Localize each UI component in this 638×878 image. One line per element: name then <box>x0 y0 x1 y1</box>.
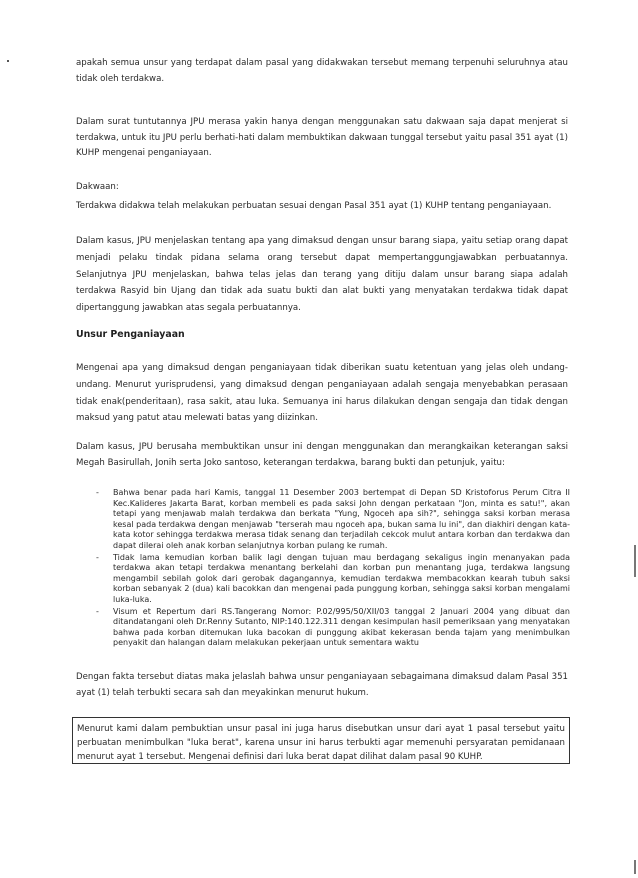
bullet-dash: - <box>96 488 99 497</box>
dakwaan-label: Dakwaan: <box>76 182 119 192</box>
paragraph-pembuktian: Dalam kasus, JPU berusaha membuktikan unsur ini dengan menggunakan dan merangkaikan keterangan saksi Megah Basirullah, Jonih serta Joko santoso, keterangan terdakwa, barang bukti dan petunjuk, yaitu: <box>76 442 568 468</box>
scan-speck <box>7 60 9 62</box>
evidence-list <box>96 488 570 650</box>
section-heading: Unsur Penganiayaan <box>76 329 185 340</box>
bullet-dash: - <box>96 606 99 616</box>
paragraph-barang-siapa: Dalam kasus, JPU menjelaskan tentang apa yang dimaksud dengan unsur barang siapa, yaitu setiap orang dapat menjadi pelaku tindak pidana selama orang tersebut dapat mempertanggungjawabkan perbuatannya. Selanjutnya JPU menjelaskan, bahwa telas jelas dan terang yang ditiju dalam unsur barang siapa adalah terdakwa Rasyid bin Ujang dan tidak ada suatu bukti dan alat bukti yang menyatakan terdakwa tidak dapat dipertanggung jawabkan atas segala perbuatannya. <box>76 236 568 314</box>
list-item-text: Tidak lama kemudian korban balik lagi dengan tujuan mau berdagang sekaligus ingin menanyakan pada terdakwa akan tetapi terdakwa menantang berkelahi dan korban pun menantang juga, terdakwa langsung mengambil sebilah golok dari gerobak dagangannya, kemudian terdakwa membacokkan kearah tubuh saksi korban sebanyak 2 (dua) kali bacokkan dan mengenai pada punggung korban, sehingga saksi korban mengalami luka-luka. <box>113 552 570 604</box>
dakwaan-text: Terdakwa didakwa telah melakukan perbuatan sesuai dengan Pasal 351 ayat (1) KUHP tentang penganiayaan. <box>76 201 552 211</box>
scan-edge-mark <box>634 545 636 577</box>
commentary-box: Menurut kami dalam pembuktian unsur pasal ini juga harus disebutkan unsur dari ayat 1 pasal tersebut yaitu perbuatan menimbulkan "luka berat", karena unsur ini harus terbukti agar memenuhi persyaratan pemidanaan menurut ayat 1 tersebut. Mengenai definisi dari luka berat dapat dilihat dalam pasal 90 KUHP. <box>72 717 570 764</box>
list-item <box>96 607 570 649</box>
paragraph-penganiayaan-definition: Mengenai apa yang dimaksud dengan penganiayaan tidak diberikan suatu ketentuan yang jelas oleh undang-undang. Menurut yurisprudensi, yang dimaksud dengan penganiayaan adalah sengaja menyebabkan perasaan tidak enak(penderitaan), rasa sakit, atau luka. Semuanya ini harus dilakukan dengan sengaja dan tidak dengan maksud yang patut atau melewati batas yang diizinkan. <box>76 363 568 424</box>
paragraph-conclusion: Dengan fakta tersebut diatas maka jelaslah bahwa unsur penganiayaan sebagaimana dimaksud dalam Pasal 351 ayat (1) telah terbukti secara sah dan meyakinkan menurut hukum. <box>76 672 568 698</box>
paragraph-tuntutan: Dalam surat tuntutannya JPU merasa yakin hanya dengan menggunakan satu dakwaan saja dapat menjerat si terdakwa, untuk itu JPU perlu berhati-hati dalam membuktikan dakwaan tunggal tersebut yaitu pasal 351 ayat (1) KUHP mengenai penganiayaan. <box>76 117 568 158</box>
scan-edge-mark <box>634 860 636 874</box>
list-item-text: Visum et Repertum dari RS.Tangerang Nomor: P.02/995/50/XII/03 tanggal 2 Januari 2004 yang dibuat dan ditandatangani oleh Dr.Renny Sutanto, NIP:140.122.311 dengan kesimpulan hasil pemeriksaan yang menyatakan bahwa pada korban ditemukan luka bacokan di punggung akibat kekerasan benda tajam yang menimbulkan penyakit dan halangan dalam melakukan pekerjaan untuk sementara waktu <box>113 606 570 648</box>
list-item <box>96 553 570 606</box>
paragraph-intro: apakah semua unsur yang terdapat dalam pasal yang didakwakan tersebut memang terpenuhi seluruhnya atau tidak oleh terdakwa. <box>76 58 568 84</box>
list-item-text: Bahwa benar pada hari Kamis, tanggal 11 Desember 2003 bertempat di Depan SD Kristoforus Perum Citra II Kec.Kalideres Jakarta Barat, korban membeli es pada saksi John dengan perkataan "Jon, minta es satu!", akan tetapi yang menjawab malah terdakwa dan berkata "Yung, Ngoceh apa sih?", sehingga saksi korban merasa kesal pada terdakwa dengan menjawab "terserah mau ngoceh apa, bukan sama lu ini", dan diakhiri dengan kata-kata kotor sehingga terdakwa merasa tidak senang dan terjadilah cekcok mulut antara korban dan terdakwa dan dapat dilerai oleh anak korban selanjutnya korban pulang ke rumah. <box>113 488 570 550</box>
list-item <box>96 488 570 552</box>
bullet-dash: - <box>96 552 99 562</box>
